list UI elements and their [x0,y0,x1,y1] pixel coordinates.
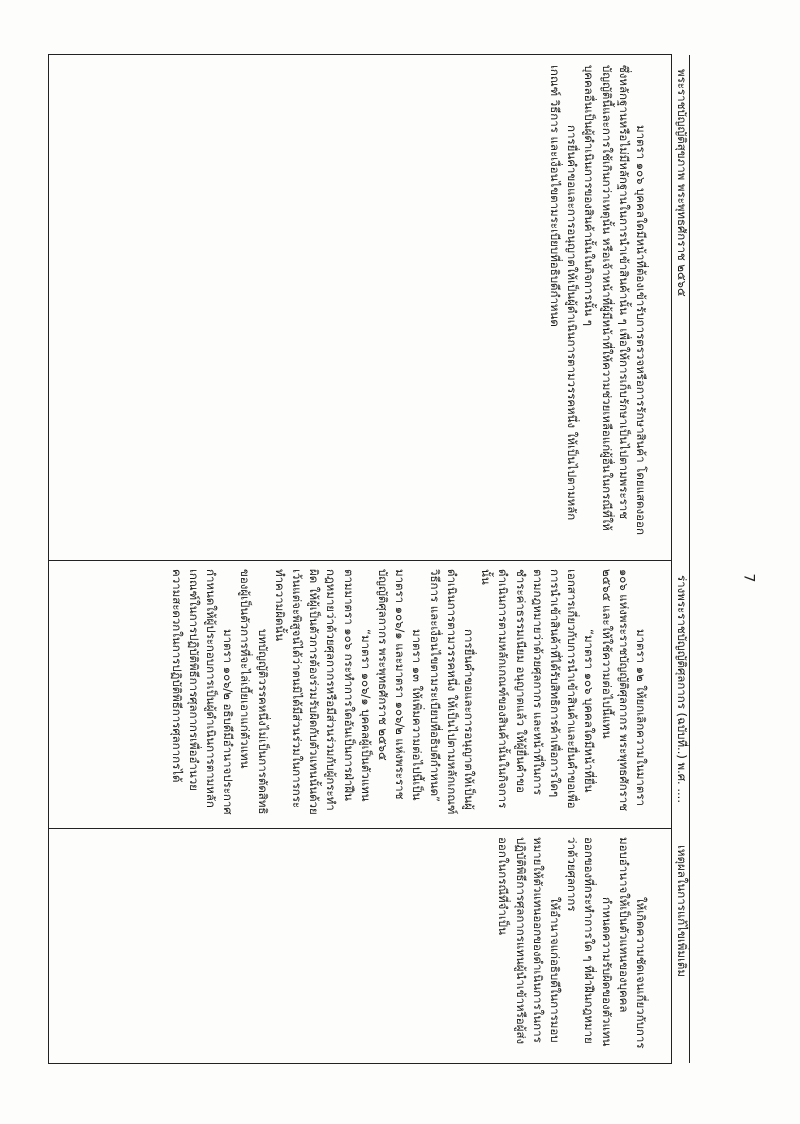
column-header-reasons: เหตุผลในการแก้ไขเพิ่มเติม [675,845,689,977]
draft-act-paragraph: การยื่นคำขอและการอนุญาตให้เป็นผู้ดำเนินการตามวรรคหนึ่ง ให้เป็นไปตามหลักเกณฑ์ วิธีการ และเงื่อนไขตามระเบียบที่อธิบดีกำหนด” [427,569,476,815]
current-law-text [546,65,649,545]
row-divider-2 [49,828,671,829]
column-header-draft-act: ร่างพระราชบัญญัติศุลกากร (ฉบับที่..) พ.ศ. .... [675,575,689,803]
draft-act-paragraph: มาตรา ๑๓ ให้เพิ่มความต่อไปนี้เป็นมาตรา ๑๐๖/๑ และมาตรา ๑๐๖/๒ แห่งพระราชบัญญัติศุลกากร พระพุทธศักราช ๒๕๖๕ [375,569,425,801]
draft-act-paragraph: มาตรา ๑๒ ให้ยกเลิกความในมาตรา ๑๐๖ แห่งพระราชบัญญัติศุลกากร พระพุทธศักราช ๒๕๖๕ และให้ใช้ความต่อไปนี้แทน [599,569,648,811]
current-law-paragraph: มาตรา ๑๐๖ บุคคลใดมีหน้าที่ต้องเข้ารับการตรวจหรือการรักษาสินค้า โดยแสดงออกซึ่งหลักฐานหรือไม่มีหลักฐานในการนำเข้าสินค้านั้น ๆ เพื่อให้การเก็บรักษาเป็นไปตามพระราชบัญญัตินี้และการใช้เกินกว่าเหตุนั้น หรือเจ้าหน้าที่ผู้มีหน้าที่ให้ความช่วยเหลือแก่ผู้อื่นในกรณีที่ให้บุคคลอื่นเป็นผู้ดำเนินการของสินค้านั้นในกิจการนั้น ๆ [582,65,648,535]
reason-paragraph: ให้เกิดความชัดเจนเกี่ยวกับการมอบอำนาจให้เป็นตัวแทนของบุคคล [616,837,648,1049]
page-number: 7 [740,573,757,583]
draft-act-paragraph: “มาตรา ๑๐๖ บุคคลใดมีหน้าที่ยื่นเอกสารเกี่ยวกับการนำเข้าสินค้าและยื่นคำขอเพื่อการนำเข้าสินค้าที่ได้รับสิทธิการค้าเพื่อการใดๆ ตามกฎหมายว่าด้วยศุลกากร และหน้าที่ในการชำระค่าธรรมเนียม อนุญาตแล้ว ให้ผู้ยื่นคำขอดำเนินการตามหลักเกณฑ์ของสินค้านั้นในกิจการนั้น [479,569,597,809]
reason-paragraph: กำหนดความรับผิดของตัวแทนออกของที่กระทำการใด ๆ ที่ฝ่าฝืนกฎหมายว่าด้วยศุลกากร [565,837,614,1047]
draft-act-paragraph: มาตรา ๑๐๖/๒ อธิบดีมีอำนาจประกาศกำหนดให้ผู้ประกอบการเป็นผู้ดำเนินการตามหลักเกณฑ์ในการปฏิบัติพิธีการศุลกากรเพื่ออำนวยความสะดวกในการปฏิบัติพิธีการศุลกากรได้ [169,569,236,815]
draft-act-paragraph: บทบัญญัติวรรคหนึ่งไม่เป็นการตัดสิทธิของผู้เป็นตัวการที่จะไล่เบี้ยเอาแก่ตัวแทน [238,569,270,815]
draft-act-text [167,569,649,819]
comparison-table [48,54,689,1064]
column-header-current-law: พระราชบัญญัติสุขภาพ พระพุทธศักราช ๒๕๖๕ [675,69,689,297]
reasons-text [494,837,649,1052]
row-divider-1 [49,560,671,561]
header-divider [689,55,690,1063]
current-law-paragraph: การยื่นคำขอและการอนุญาตให้เป็นผู้ดำเนินการตามวรรคหนึ่ง ให้เป็นไปตามหลักเกณฑ์ วิธีการ และเงื่อนไขตามระเบียบที่อธิบดีกำหนด [547,65,580,521]
draft-act-paragraph: “มาตรา ๑๐๖/๑ บุคคลผู้เป็นตัวแทนตามมาตรา ๑๐๖ กระทำการใดอันเป็นการฝ่าฝืนกฎหมายว่าด้วยศุลกากรหรือมีส่วนร่วมกับผู้กระทำผิด ให้ผู้เป็นตัวการต้องร่วมรับผิดกับตัวแทนนั้นด้วย เว้นแต่จะพิสูจน์ได้ว่าตนมิได้มีส่วนร่วมในการกระทำความผิดนั้น [272,569,373,815]
reason-paragraph: ให้อำนาจแก่อธิบดีในการมอบหมายให้ตัวแทนออกของดำเนินการในการปฏิบัติพิธีการศุลกากรแทนผู้นำเข้าหรือผู้ส่งออกในกรณีที่จำเป็น [496,837,562,1045]
